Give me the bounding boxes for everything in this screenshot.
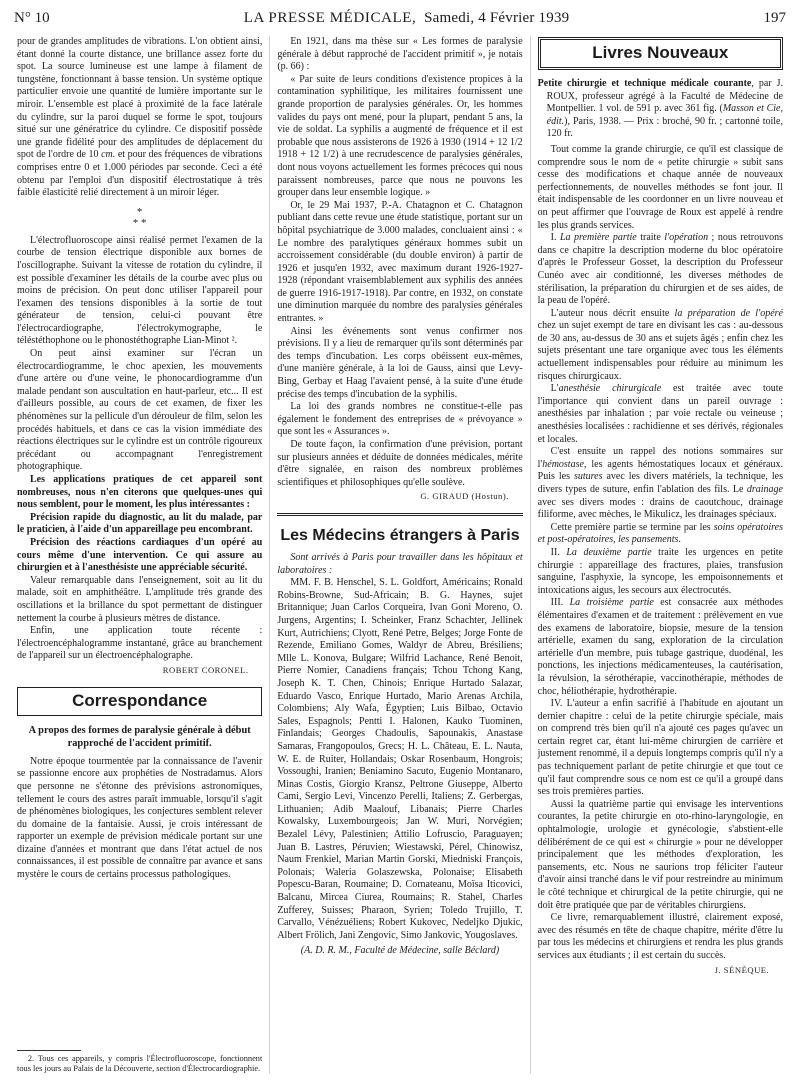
article-paragraph: Notre époque tourmentée par la connaissance de l'avenir se passionne encore aux prophéties de Nostradamus. Alors que personne ne s'étonne des prévisions astronomiques, tellement le cours des astres paraît immuable, lorsqu'il s'agit de phénomènes biologiques, les conjectures semblent relever du domaine de la fantaisie. Aussi, je crois intéressant de rapporter un exemple de prévision médicale portant sur une dizaine d'années et montrant que dans l'état actuel de nos connaissances, il est possible de connaître par avance et sans mystère le cours de certains processus pathologiques.: [17, 755, 263, 881]
text-run: L'auteur nous décrit ensuite: [550, 307, 675, 319]
right-column: [530, 36, 790, 1074]
text-run: traite: [636, 232, 665, 244]
electrofluoroscope-article: [17, 235, 262, 663]
text-run: avec ses divers modes : drains de caoutchouc, drainage filiforme, avec mèches, le Mikulicz, les drainages spéciaux.: [537, 496, 783, 521]
correspondance-body: [17, 756, 262, 882]
article-paragraph: [538, 522, 783, 547]
issue-number: N° 10: [14, 10, 50, 26]
article-paragraph: « Par suite de leurs conditions d'existence propices à la contamination syphilitique, les militaires fournissent une grande proportion de paralysies générales. Or, les hommes valides du pays ont mené, pour la plupart, pendant 5 ans, la vie de soldat. La syphilis a augmenté de fréquence et il est probable que nous assisterons de 1926 à 1930 (1914 + 12 1/2 1918 + 12 1/2) à une recrudescence de paralysies générales, dont nous voyons actuellement les formes précoces qui nous paraissent nombreuses, parce que nous ne pouvons les grouper dans leur ensemble logique. »: [277, 73, 523, 199]
article-paragraph: L'électrofluoroscope ainsi réalisé permet l'examen de la courbe de tension électrique disponible aux bornes de l'oscillographe. Suivant la vitesse de rotation du cylindre, il est possible d'examiner les détails de la courbe avec plus ou moins de précision. On peut donc utiliser l'appareil pour l'examen des tensions disponibles à la sortie de tout générateur de tension, celui-ci pouvant être l'électrocardiographe, l'électrokymographe, le téléstéthophone ou le phonostéthographe Lian-Minot ².: [17, 234, 263, 347]
italic-text: l'opération: [664, 232, 709, 244]
article-paragraph: [538, 308, 783, 384]
article-paragraph: Or, le 29 Mai 1937, P.-A. Chatagnon et C. Chatagnon publiant dans cette revue une étude statistique, portant sur un hôpital psychiatrique de 3.000 malades, concluaient ainsi : « Le nombre des paralytiques généraux hommes subit un accroissement considérable (du double environ) à partir de 1926 et jusqu'en 1932, avec maximum durant 1926-1927-1928 (répondant vraisemblablement aux syphilis des années de guerre 1916-1917-1918). Par contre, en 1932, on constate une diminution marquée du nombre des paralysies générales entrantes. »: [277, 199, 523, 325]
separator-star: *: [136, 205, 143, 218]
bold-text: Précision des réactions cardiaques d'un opéré au cours même d'une intervention. Ce qui assure au chirurgien et à l'anesthésiste une appréciable sécurité.: [17, 536, 263, 574]
article-paragraph: [538, 78, 783, 141]
text-run: avec les divers matériels, la technique, les divers types de suture, enfin l'ablation des fils. Le: [537, 471, 783, 495]
italic-text: sutures: [573, 471, 603, 483]
book-reference: [538, 78, 783, 144]
text-run: .: [678, 534, 681, 546]
italic-text: Sont arrivés à Paris pour travailler dans les hôpitaux et laboratoires :: [277, 552, 523, 576]
article-paragraph: Enfin, une application toute récente : l'électroencéphalogramme instantané, grâce au branchement de l'appareil sur un électroencéphalographe.: [17, 625, 263, 662]
section-heading-livres-nouveaux: Livres Nouveaux: [538, 37, 783, 70]
separator-stars: * *: [132, 216, 147, 229]
italic-text: cm.: [101, 149, 116, 161]
article-paragraph: [17, 512, 262, 537]
text-run: chez un sujet exempt de tare en divisant les cas : au-dessous de 30 ans, au-dessus de 30 ans et sujets âgés ; enfin chez les sujets présentant une tare organique avec tous les éléments actuellement indispensables pour réduire au minimum les risques chirurgicaux.: [537, 320, 783, 382]
text-run: traite les urgences en petite chirurgie : appareillage des fractures, plaies, transfusion sanguine, l'asphyxie, la syncope, les empoisonnements et intoxications aigus, les secours aux électrocutés.: [537, 546, 783, 596]
footnote: 2. Tous ces appareils, y compris l'Électrofluoroscope, fonctionnent tous les jours au Palais de la Découverte, section d'Électrocardiographie.: [17, 1053, 263, 1073]
section-heading-correspondance: Correspondance: [17, 687, 262, 716]
journal-title-line: [244, 7, 570, 29]
author-signature: ROBERT CORONEL.: [162, 664, 249, 675]
article-paragraph: Ainsi les événements sont venus confirmer nos prévisions. Il y a lieu de remarquer qu'ils sont déterminés par des temps d'incubation. Les corps obéissent eux-mêmes, d'une manière générale, à la loi de Gauss, ainsi que Levy-Bing, Gerbay et Haag l'avaient pensé, à la suite d'une étude précise des temps d'incubation de la syphilis.: [277, 325, 523, 400]
text-run: ), Paris, 1938. — Prix : broché, 90 fr. ; cartonné toile, 120 fr.: [546, 115, 783, 140]
italic-text: la préparation de l'opéré: [674, 307, 783, 319]
middle-column: [269, 36, 529, 1074]
italic-text: drainage: [746, 484, 783, 495]
article-paragraph: [17, 537, 262, 575]
article-paragraph: [538, 446, 783, 522]
article-paragraph: [538, 597, 783, 698]
article-paragraph: MM. F. B. Henschel, S. L. Goldfort, Américains; Ronald Robins-Browne, Sud-Africain; B. G. Haynes, sujet Britannique; Juan Carlos Corqueira, Ivan Goni Moreno, O. Jurgens, Argentins; I. Scheinker, Franz Schachter, Jellinek Kurt, Autrichiens; Clyott, René Petre, Belges; Jorge Fonte de Rezende, Emiliano Gomes, Waldyr de Abreu, Brésiliens; Mlle L. Konova, Bulgare; Wilfrid Lachance, René Benoit, Pierre Nomier, Canadiens français; Tchou Tchong Kang, Joseph K. T. Chen, Chinois; Enrique Hurtado Salazar, Eduardo Vasco, Enrique Hurtado, Mario Arenas Archila, Colombiens; Aly Wafa, Égyptien; Luis Bilbao, Octavio Sales, Espagnols; Pentti I. Halonen, Kauko Tuominen, Finlandais; Georges Chadoulis, Sapounakis, Anastase Samaras, Frangopoulos, Grecs; H. L. Château, E. L. Nauta, W. E. de Ruiter, Hollandais; Oskar Rosenbaum, Hongrois; Vossoughi, Iranien; Beniamino Sacuto, Eugenio Montanaro, Minas Costis, Giorgio Kransz, Peltrone Giuseppe, Alberto Cami, Sergio Levi, Vincenzo Perelli, Italiens; Z. Gerbergas, Lithuanien; Adib Maalouf, Libanais; Pierre Charles Kowalsky, Luxembourgeois; Jan W. Muri, Norvégien; Bezalel Lévy, Palestinien; Attilio Lofruscio, Paraguayen; Juan B. Lastres, Péruvien; Wiestawski, Pérel, Chinowisz, Naum Frenkiel, Marian Martin Gorski, Miedniski François, Polonais; Waleria Golaszewska, Polonaise; Elisabeth Popescu-Baran, Roumaine; D. Cornateanu, Moïsa Iticovici, Balcanu, Mircea Ciurea, Roumains; R. Stahel, Charles Zufferey, Suisses; Pharaon, Syrien; Toledo Trujillo, T. Carvallo, Vénézuéliens; Robert Kukovec, Nedeljko Djukic, Albert Frölich, Jani Zengovic, Simo Jankovic, Yougoslaves.: [277, 577, 523, 941]
journal-title: LA PRESSE MÉDICALE,: [243, 10, 417, 26]
bold-text: Précision rapide du diagnostic, au lit du malade, par le praticien, à l'aide d'un appareillage peu encombrant.: [17, 511, 263, 536]
bold-text: Les applications pratiques de cet appareil sont nombreuses, nous n'en citerons que quelques-unes qui nous semblent, pour le moment, les plus intéressantes :: [17, 474, 263, 511]
article-paragraph: De toute façon, la confirmation d'une prévision, portant sur plusieurs années et déduite de données médicales, mérite d'être signalée, en raison des nombreux problèmes scientifiques et philosophiques qu'elle soulève.: [277, 439, 523, 488]
article-paragraph: En 1921, dans ma thèse sur « Les formes de paralysie générale à début rapproché de l'accident primitif », je notais (p. 66) :: [277, 36, 523, 73]
text-run: I.: [550, 232, 560, 244]
article-paragraph: Ce livre, remarquablement illustré, clairement exposé, avec des résumés en tête de chaque chapitre, mérite d'être lu par tous les médecins et chirurgiens et rendra les plus grands services aux étudiants ; il est certain du succès.: [537, 912, 783, 961]
correspondance-continuation: [277, 36, 522, 489]
foreign-doctors-intro: [277, 552, 522, 577]
article-paragraph: Aussi la quatrième partie qui envisage les interventions courantes, la petite chirurgie en oto-rhino-laryngologie, en ophtalmologie, urologie et gynécologie, s'abstient-elle délibérément de ce qui est « chirurgie » pour ne développer principalement que les méthodes d'exploration, les pansements, etc. Nous ne saurions trop féliciter l'auteur d'avoir ainsi tranché dans le vif pour restreindre au minimum le côté technique et chirurgical de la petite chirurgie, qui ne doit être pratiquée que par de véritables chirurgiens.: [537, 798, 783, 911]
bold-text: Petite chirurgie et technique médicale courante: [537, 78, 752, 89]
article-paragraph: [538, 232, 783, 308]
article-paragraph: [538, 383, 783, 446]
foreign-doctors-source: (A. D. R. M., Faculté de Médecine, salle Béclard): [300, 945, 500, 957]
text-run: ; nous retrouvons dans ce chapitre la description moderne du bloc opératoire d'après le Professeur Gosset, la description du Professeur Cunéo avec air conditionné, les diverses méthodes de stérilisation, la préparation du chirurgien et de ses aides, de la peau de l'opéré.: [537, 232, 783, 307]
text-run: est consacrée aux méthodes élémentaires d'examen et de traitement : prélèvement en vue des examens de laboratoire, biopsie, mesure de la tension artérielle, examen du sang, exploration de la circulation artérielle d'un membre, puis tubage gastrique, duodénal, les ponctions, les injections médicamenteuses, la cautérisation, la révulsion, la sérothérapie, vaccinothérapie, méthodes de choc, héliothérapie, hydrothérapie.: [537, 597, 783, 697]
article-paragraph: Tout comme la grande chirurgie, ce qu'il est classique de comprendre sous le nom de « petite chirurgie » subit sans cesse des modifications et chaque année de nouveaux perfectionnements, de nouvelles méthodes se font jour. Il était indispensable de les coordonner en un livre nouveau et on peut affirmer que l'ouvrage de Roux est appelé à rendre les plus grands services.: [537, 143, 783, 231]
text-run: , les agents hémostatiques locaux et généraux. Puis les: [537, 458, 783, 483]
section-separator: [17, 207, 262, 229]
text-run: est traitée avec toute l'importance qui convient dans un pareil ouvrage : anesthésies par inhalation ; par voie rectale ou veineuse ; anesthésies localisées : rachidienne et ses dérivés, régionales et locales.: [537, 383, 783, 445]
italic-text: La deuxième partie: [566, 546, 652, 558]
foreign-doctors-list: [277, 577, 522, 942]
author-signature: G. GIRAUD (Hostun).: [420, 491, 509, 502]
article-continuation: [17, 36, 262, 200]
text-run: II.: [550, 546, 567, 558]
italic-text: hémostase: [542, 458, 584, 470]
author-signature: J. SÉNÈQUE.: [714, 964, 770, 975]
italic-text: soins opératoires et post-opératoires, les pansements: [537, 521, 783, 546]
text-run: C'est ensuite un rappel des notions sommaires sur l': [537, 446, 783, 470]
footnote-rule: [17, 1050, 81, 1051]
article-paragraph: [17, 36, 262, 200]
section-title-medecins-etrangers: Les Médecins étrangers à Paris: [280, 527, 520, 545]
article-paragraph: La loi des grands nombres ne constitue-t-elle pas également le fondement des entreprises de « prévoyance » que sont les « Assurances ».: [277, 401, 523, 438]
italic-text: anesthésie chirurgicale: [558, 383, 662, 395]
article-paragraph: [538, 547, 783, 597]
italic-text: La troisième partie: [569, 597, 654, 609]
issue-date: Samedi, 4 Février 1939: [424, 10, 570, 26]
section-divider: [277, 513, 522, 516]
text-run: III.: [550, 597, 570, 609]
footnote-block: [17, 1044, 262, 1074]
text-run: L': [550, 383, 559, 395]
article-paragraph: Valeur remarquable dans l'enseignement, soit au lit du malade, soit en amphithéâtre. L'amplitude très grande des oscillations et la brillance du spot permettant de distinguer nettement la courbe à plusieurs mètres de distance.: [17, 574, 263, 624]
article-paragraph: IV. L'auteur a enfin sacrifié à l'habitude en ajoutant un dernier chapitre : celui de la petite chirurgie spéciale, mais on comprend très bien qu'il n'a ajouté ces pages qu'avec un certain regret car, étant lui-même chirurgien de carrière et justement renommé, il a depuis longtemps compris qu'il n'y a pas techniquement parlant de petite chirurgie et que tout ce qu'il faut comprendre sous ce nom est ce qu'il a groupé dans ses trois premières parties.: [537, 698, 783, 798]
italic-text: La première partie: [559, 232, 637, 244]
page-columns: [10, 36, 790, 1074]
text-run: et pour des fréquences de vibrations comprises entre 0 et 1.000 périodes par seconde. Ceci a été obtenu par l'emploi d'un dispositif électrostatique à très faible élasticité relié directement à un miroir léger.: [17, 149, 263, 199]
left-column: [10, 36, 269, 1074]
page-header: [14, 7, 786, 29]
page-number: 197: [763, 10, 786, 26]
article-paragraph: On peut ainsi examiner sur l'écran un électrocardiogramme, le choc apexien, les mouvements d'une artère ou d'une veine, le phonocardiogramme d'un malade pendant son auscultation en haut-parleur, etc... Il est d'ailleurs possible, au cours de cet examen, de fixer les phénomènes sur la pellicule d'un dérouleur de film, selon les procédés habituels, et dans ce cas la vision immédiate des réactions électriques sur le cylindre est un contrôle rigoureux précédant ou accompagnant l'enregistrement photographique.: [17, 348, 263, 473]
article-paragraph: [277, 552, 522, 577]
correspondance-subheading: A propos des formes de paralysie générale à début rapproché de l'accident primitif.: [28, 724, 251, 749]
text-run: , par J. ROUX, professeur agrégé à la Faculté de Médecine de Montpellier. 1 vol. de 591 p. avec 361 fig. (: [546, 78, 783, 115]
text-run: Cette première partie se termine par les: [550, 521, 714, 533]
text-run: pour de grandes amplitudes de vibrations. L'on obtient ainsi, étant donné la courte distance, une brillance assez forte du spot. La source lumineuse est une lampe à filament de tungstène, fonctionnant à basse tension. Un système optique particulier envoie une quantité de lumière importante sur le miroir. L'ensemble est placé à proximité de la face latérale du cylindre, sur la paroi duquel se forme le spot, toujours situé sur une génératrice du cylindre. Ce dispositif possède une grande fidélité pour des amplitudes de déplacement du spot de l'ordre de 10: [17, 36, 263, 161]
book-review-body: [538, 144, 783, 963]
article-paragraph: [17, 474, 262, 512]
italic-text: Masson et Cie, édit.: [546, 103, 783, 127]
